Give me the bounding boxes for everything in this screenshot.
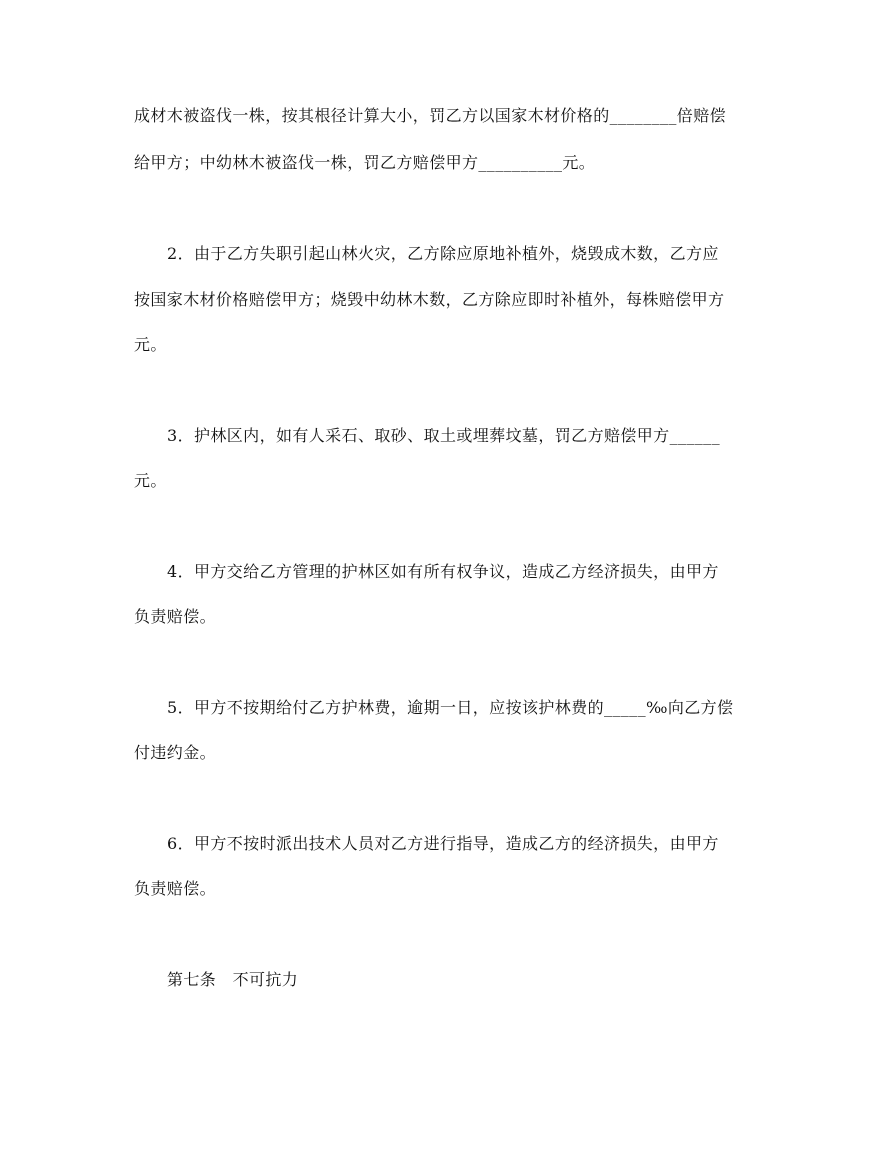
- para-3-line-2: 元。: [134, 471, 167, 490]
- para-6-line-1: 6．甲方不按时派出技术人员对乙方进行指导，造成乙方的经济损失，由甲方: [167, 834, 719, 853]
- para-4-line-2: 负责赔偿。: [134, 607, 217, 626]
- para-1-line-1: 成材木被盗伐一株，按其根径计算大小，罚乙方以国家木材价格的________倍赔偿: [134, 106, 727, 125]
- para-3-line-1: 3．护林区内，如有人采石、取砂、取土或埋葬坟墓，罚乙方赔偿甲方______: [167, 426, 720, 445]
- para-6-line-2: 负责赔偿。: [134, 879, 217, 898]
- para-5-line-1: 5．甲方不按期给付乙方护林费，逾期一日，应按该护林费的_____‰向乙方偿: [167, 698, 734, 717]
- para-5-line-2: 付违约金。: [134, 743, 217, 762]
- para-2-line-1: 2．由于乙方失职引起山林火灾，乙方除应原地补植外，烧毁成木数，乙方应: [167, 244, 719, 263]
- para-1-line-2: 给甲方；中幼林木被盗伐一株，罚乙方赔偿甲方__________元。: [134, 153, 596, 172]
- para-4-line-1: 4．甲方交给乙方管理的护林区如有所有权争议，造成乙方经济损失，由甲方: [167, 562, 719, 581]
- section-heading: 第七条 不可抗力: [167, 970, 299, 989]
- para-2-line-3: 元。: [134, 335, 167, 354]
- para-2-line-2: 按国家木材价格赔偿甲方；烧毁中幼林木数，乙方除应即时补植外，每株赔偿甲方: [134, 290, 725, 309]
